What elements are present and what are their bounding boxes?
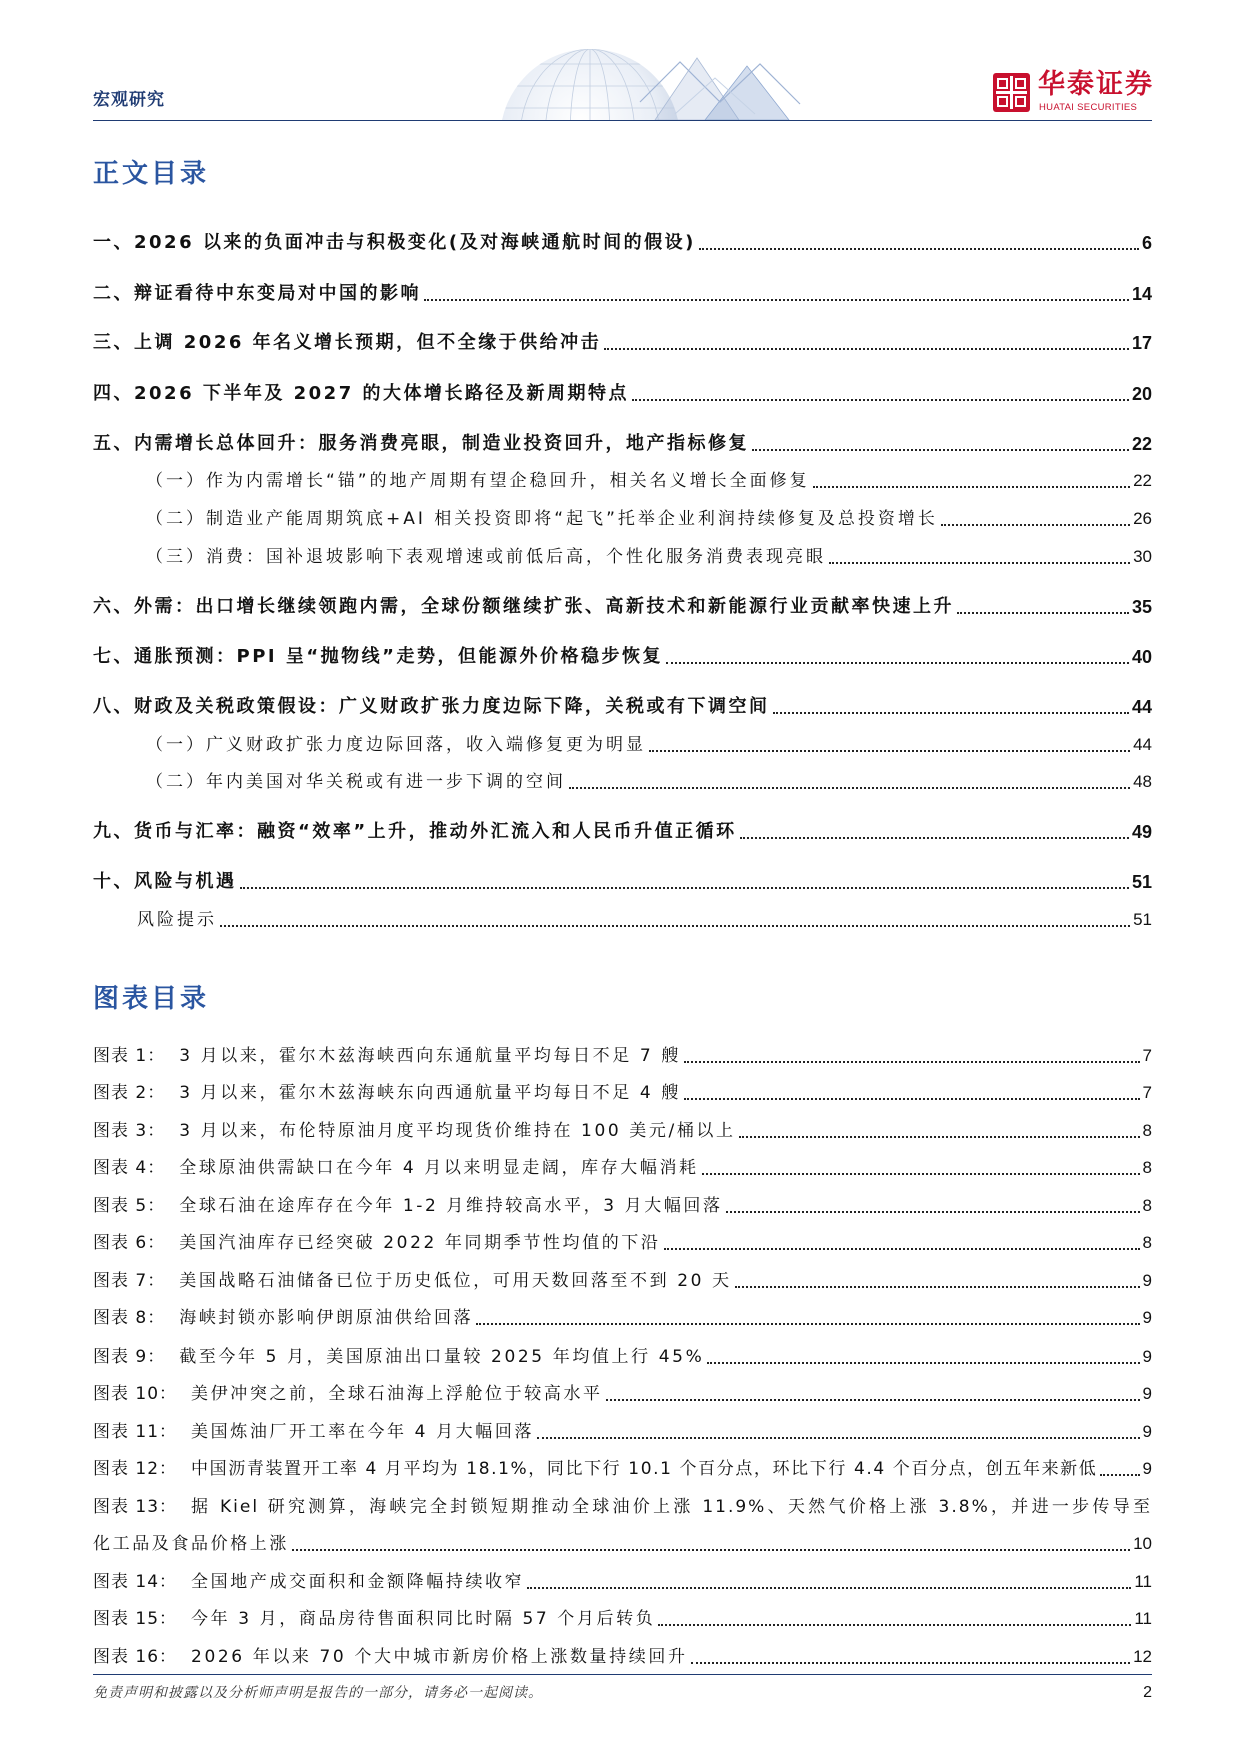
figure-item[interactable] [93,1119,1152,1143]
figure-number: 图表 2： [93,1083,166,1103]
toc-item-label: 二、辩证看待中东变局对中国的影响 [93,283,421,304]
toc-subitem-label: （三）消费：国补退坡影响下表观增速或前低后高，个性化服务消费表现亮眼 [146,547,826,567]
toc-subitem[interactable] [146,545,1152,569]
toc-subitem[interactable] [146,770,1152,794]
figure-title: 据 Kiel 研究测算，海峡完全封锁短期推动全球油价上涨 11.9%、天然气价格上涨 3.8%，并进一步传导至 [191,1497,1152,1517]
toc-item[interactable] [93,382,1152,406]
footer-divider [93,1674,1152,1675]
figure-page: 9 [1142,1347,1152,1366]
figure-item[interactable] [93,1306,1152,1330]
toc-item-page: 20 [1131,384,1152,404]
figure-title: 3 月以来，霍尔木兹海峡东向西通航量平均每日不足 4 艘 [179,1083,681,1103]
logo-name: 华泰证券 [1038,69,1154,100]
toc-item[interactable] [93,432,1152,456]
toc-item-label: 一、2026 以来的负面冲击与积极变化(及对海峡通航时间的假设) [93,232,696,253]
figure-page: 11 [1134,1609,1152,1628]
page-number: 2 [1143,1684,1152,1701]
figure-item[interactable] [93,1345,1152,1369]
figure-title: 中国沥青装置开工率 4 月平均为 18.1%，同比下行 10.1 个百分点，环比下行 4.4 个百分点，创五年来新低 [191,1459,1098,1479]
toc-subitem-page: 51 [1133,910,1152,929]
dot-leader [726,1211,1140,1213]
toc-item[interactable] [93,695,1152,719]
toc-subitem[interactable] [137,908,1152,932]
toc-item-page: 14 [1131,284,1152,304]
figure-item[interactable] [93,1382,1152,1406]
figure-item[interactable] [93,1570,1152,1594]
toc-item[interactable] [93,820,1152,844]
figure-item[interactable] [93,1495,1152,1519]
toc-item-label: 七、通胀预测：PPI 呈“抛物线”走势，但能源外价格稳步恢复 [93,646,664,667]
figure-item[interactable] [93,1231,1152,1255]
dot-leader [292,1549,1130,1551]
dot-leader [569,787,1130,789]
figure-page: 8 [1142,1158,1152,1177]
figure-page: 9 [1142,1308,1152,1327]
figure-item[interactable] [93,1269,1152,1293]
dot-leader [691,1662,1131,1664]
figure-page: 9 [1142,1459,1152,1478]
toc-item-page: 17 [1131,333,1152,353]
toc-subitem-page: 26 [1133,509,1152,528]
toc-subitem-label: （二）制造业产能周期筑底+AI 相关投资即将“起飞”托举企业利润持续修复及总投资增长 [146,509,938,529]
report-category: 宏观研究 [93,90,165,110]
toc-subitem-label: （二）年内美国对华关税或有进一步下调的空间 [146,772,566,792]
dot-leader [658,1624,1131,1626]
huatai-logo-icon [993,73,1030,112]
figure-title: 全球石油在途库存在今年 1-2 月维持较高水平，3 月大幅回落 [179,1196,723,1216]
dot-leader [684,1098,1140,1100]
dot-leader [1100,1474,1139,1476]
figure-title: 美国战略石油储备已位于历史低位，可用天数回落至不到 20 天 [179,1271,732,1291]
figure-item[interactable] [93,1156,1152,1180]
dot-leader [606,1399,1140,1401]
toc-item-page: 51 [1131,872,1152,892]
figure-page: 9 [1142,1422,1152,1441]
dot-leader [752,449,1129,451]
figure-number: 图表 7： [93,1271,166,1291]
figure-number: 图表 3： [93,1121,166,1141]
dot-leader [735,1286,1140,1288]
figure-number: 图表 12： [93,1459,178,1479]
dot-leader [739,1136,1140,1138]
figure-title: 全球原油供需缺口在今年 4 月以来明显走阔，库存大幅消耗 [179,1158,699,1178]
dot-leader [527,1587,1131,1589]
dot-leader [537,1437,1139,1439]
dot-leader [424,299,1129,301]
toc-item-label: 三、上调 2026 年名义增长预期，但不全缘于供给冲击 [93,332,602,353]
dot-leader [220,925,1130,927]
dot-leader [664,1248,1140,1250]
toc-item-page: 35 [1131,597,1152,617]
figure-title: 美国汽油库存已经突破 2022 年同期季节性均值的下沿 [179,1233,661,1253]
figure-number: 图表 14： [93,1572,178,1592]
toc-subitem-label: （一）广义财政扩张力度边际回落，收入端修复更为明显 [146,735,646,755]
figure-item[interactable] [93,1194,1152,1218]
figure-item-continuation[interactable] [93,1532,1152,1556]
figure-item[interactable] [93,1607,1152,1631]
dot-leader [702,1173,1140,1175]
figure-title: 美国炼油厂开工率在今年 4 月大幅回落 [191,1422,535,1442]
figure-title: 美伊冲突之前，全球石油海上浮舱位于较高水平 [191,1384,603,1404]
toc-item-label: 十、风险与机遇 [93,871,237,892]
header-divider [93,120,1152,121]
figure-number: 图表 10： [93,1384,178,1404]
toc-heading: 正文目录 [93,159,210,189]
toc-item-label: 九、货币与汇率：融资“效率”上升，推动外汇流入和人民币升值正循环 [93,821,737,842]
figure-page: 12 [1133,1647,1152,1666]
logo-english-name: HUATAI SECURITIES [1039,102,1138,113]
figure-item[interactable] [93,1044,1152,1068]
toc-subitem-label: 风险提示 [137,910,217,930]
figure-page: 8 [1142,1196,1152,1215]
toc-subitem-page: 22 [1133,471,1152,490]
figure-page: 9 [1142,1384,1152,1403]
figure-page: 7 [1142,1046,1152,1065]
toc-item-label: 四、2026 下半年及 2027 的大体增长路径及新周期特点 [93,383,629,404]
figure-title: 全国地产成交面积和金额降幅持续收窄 [191,1572,525,1592]
dot-leader [699,248,1139,250]
toc-item[interactable] [93,231,1152,255]
dot-leader [773,712,1129,714]
figure-item[interactable] [93,1081,1152,1105]
toc-item[interactable] [93,595,1152,619]
toc-subitem-label: （一）作为内需增长“锚”的地产周期有望企稳回升，相关名义增长全面修复 [146,471,810,491]
figure-page: 8 [1142,1233,1152,1252]
toc-item-label: 五、内需增长总体回升：服务消费亮眼，制造业投资回升，地产指标修复 [93,433,749,454]
toc-item[interactable] [93,645,1152,669]
figure-page: 9 [1142,1271,1152,1290]
figure-item[interactable] [93,1645,1152,1669]
figure-number: 图表 15： [93,1609,178,1629]
toc-subitem-page: 30 [1133,547,1152,566]
figure-title: 2026 年以来 70 个大中城市新房价格上涨数量持续回升 [191,1647,688,1667]
dot-leader [632,399,1129,401]
figure-number: 图表 16： [93,1647,178,1667]
dot-leader [813,486,1130,488]
figure-title: 截至今年 5 月，美国原油出口量较 2025 年均值上行 45% [179,1347,705,1367]
dot-leader [707,1362,1139,1364]
figure-number: 图表 5： [93,1196,166,1216]
dot-leader [604,348,1129,350]
toc-item-page: 49 [1131,822,1152,842]
figure-title-continuation: 化工品及食品价格上涨 [93,1534,289,1554]
figure-number: 图表 11： [93,1422,178,1442]
toc-item-page: 44 [1131,697,1152,717]
toc-item-page: 40 [1131,647,1152,667]
figure-number: 图表 1： [93,1046,166,1066]
figure-page: 10 [1133,1534,1152,1553]
figure-number: 图表 9： [93,1347,166,1367]
toc-item[interactable] [93,282,1152,306]
toc-subitem[interactable] [146,507,1152,531]
figure-item[interactable] [93,1457,1152,1481]
dot-leader [684,1061,1140,1063]
figure-page: 11 [1134,1572,1152,1591]
toc-item-label: 六、外需：出口增长继续领跑内需，全球份额继续扩张、高新技术和新能源行业贡献率快速上升 [93,596,954,617]
figure-number: 图表 13： [93,1497,178,1517]
figure-item[interactable] [93,1420,1152,1444]
toc-subitem[interactable] [146,469,1152,493]
toc-item[interactable] [93,870,1152,894]
toc-subitem-page: 44 [1133,735,1152,754]
figure-page: 7 [1142,1083,1152,1102]
dot-leader [829,562,1130,564]
dot-leader [941,524,1130,526]
figure-number: 图表 8： [93,1308,166,1328]
dot-leader [240,887,1129,889]
toc-item-label: 八、财政及关税政策假设：广义财政扩张力度边际下降，关税或有下调空间 [93,696,770,717]
toc-subitem[interactable] [146,733,1152,757]
dot-leader [476,1323,1139,1325]
figure-title: 3 月以来，霍尔木兹海峡西向东通航量平均每日不足 7 艘 [179,1046,681,1066]
toc-item-page: 6 [1141,233,1152,253]
toc-subitem-page: 48 [1133,772,1152,791]
figure-number: 图表 6： [93,1233,166,1253]
figure-number: 图表 4： [93,1158,166,1178]
figure-title: 海峡封锁亦影响伊朗原油供给回落 [179,1308,474,1328]
toc-item-page: 22 [1131,434,1152,454]
footer-disclaimer: 免责声明和披露以及分析师声明是报告的一部分，请务必一起阅读。 [93,1685,543,1701]
figure-list-heading: 图表目录 [93,984,210,1014]
dot-leader [666,662,1129,664]
figure-title: 今年 3 月，商品房待售面积同比时隔 57 个月后转负 [191,1609,656,1629]
dot-leader [740,837,1129,839]
figure-page: 8 [1142,1121,1152,1140]
figure-title: 3 月以来，布伦特原油月度平均现货价维持在 100 美元/桶以上 [179,1121,736,1141]
dot-leader [957,612,1129,614]
globe-chevron-graphic [475,44,815,120]
dot-leader [649,750,1130,752]
toc-item[interactable] [93,331,1152,355]
